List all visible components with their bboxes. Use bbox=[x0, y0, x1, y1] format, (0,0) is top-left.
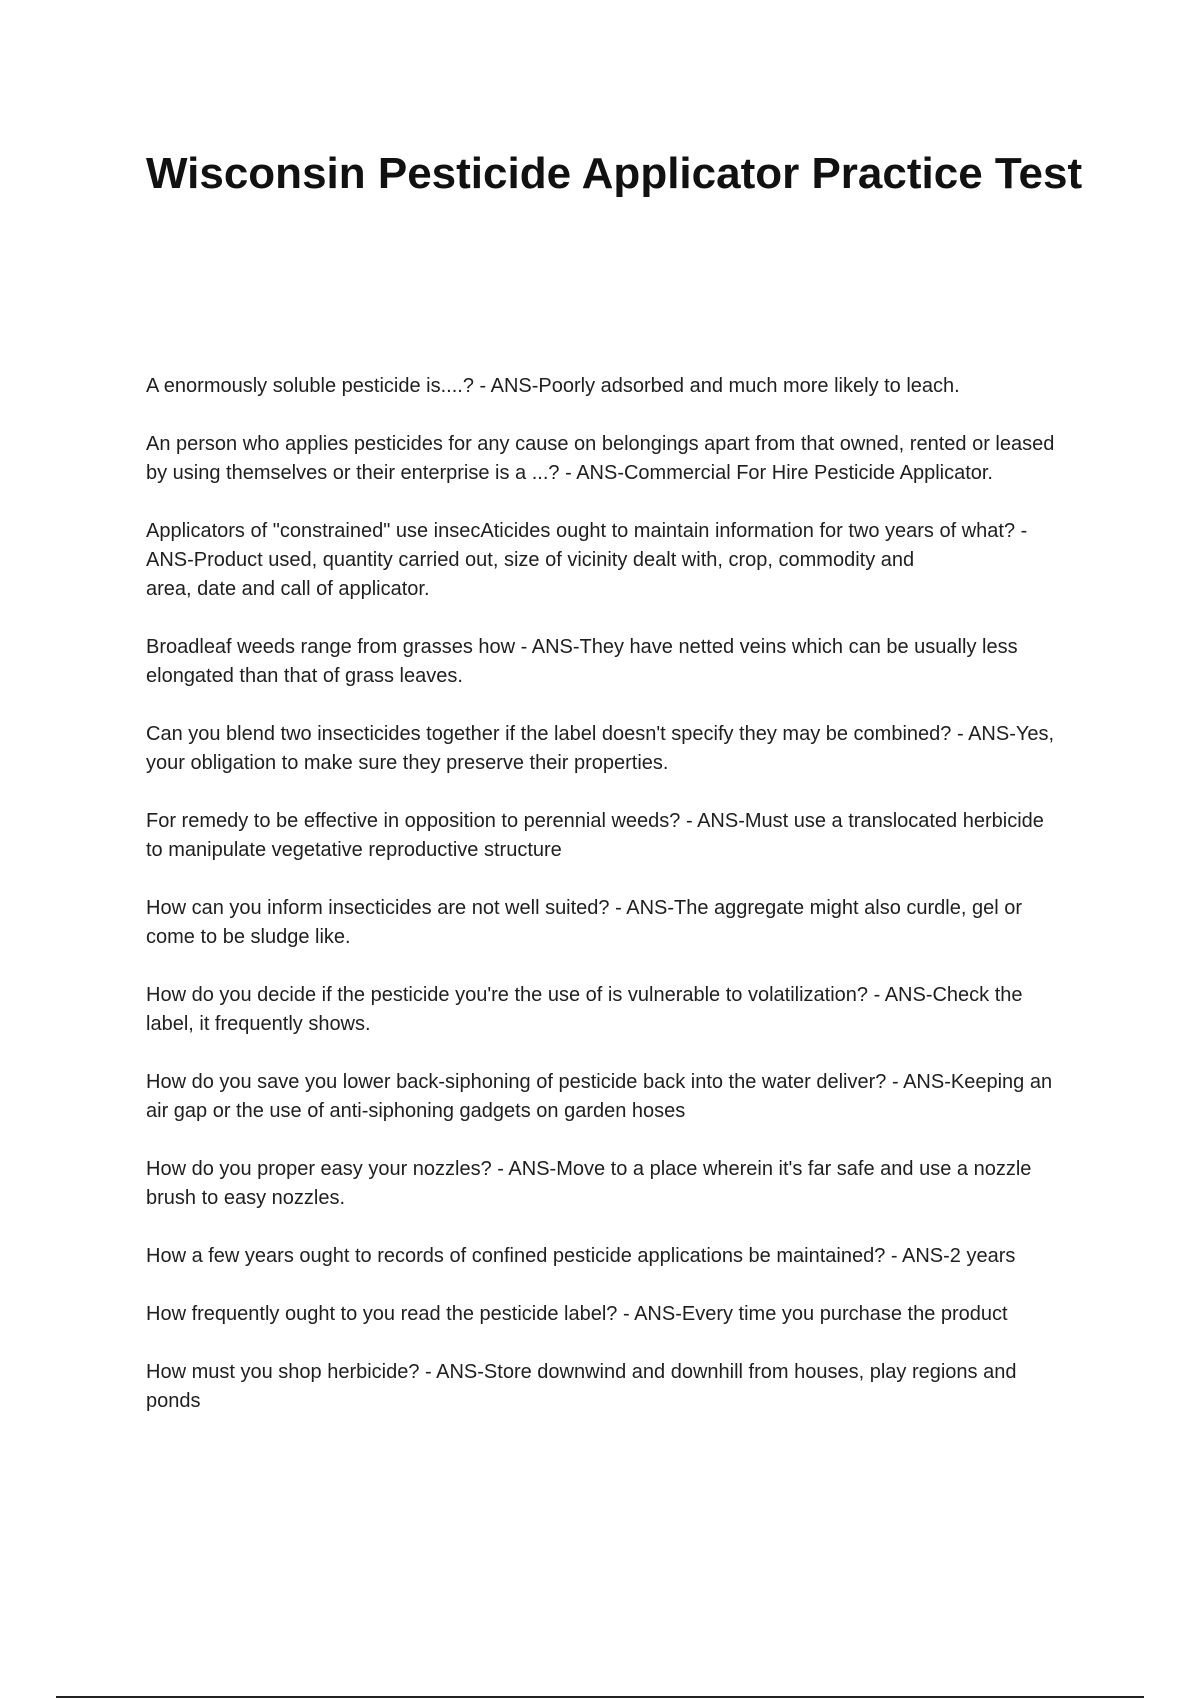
qa-item: How do you decide if the pesticide you're the use of is vulnerable to volatilization? - ANS-Check the label, it frequently shows. bbox=[146, 984, 1023, 1035]
qa-item: Broadleaf weeds range from grasses how - ANS-They have netted veins which can be usually less elongated than that of grass leaves. bbox=[146, 636, 1018, 687]
bottom-divider bbox=[56, 1696, 1144, 1698]
qa-item: Can you blend two insecticides together if the label doesn't specify they may be combined? - ANS-Yes, your obligation to make sure they preserve their properties. bbox=[146, 723, 1055, 774]
document-title: Wisconsin Pesticide Applicator Practice Test bbox=[146, 149, 1083, 198]
qa-list bbox=[146, 372, 1066, 1445]
qa-item: For remedy to be effective in opposition to perennial weeds? - ANS-Must use a translocated herbicide to manipulate vegetative reproductive structure bbox=[146, 810, 1044, 861]
qa-item: How can you inform insecticides are not well suited? - ANS-The aggregate might also curdle, gel or come to be sludge like. bbox=[146, 897, 1022, 948]
qa-item: How do you save you lower back-siphoning of pesticide back into the water deliver? - ANS-Keeping an air gap or the use of anti-siphoning gadgets on garden hoses bbox=[146, 1071, 1053, 1122]
qa-item: How must you shop herbicide? - ANS-Store downwind and downhill from houses, play regions and ponds bbox=[146, 1361, 1017, 1412]
qa-item: How frequently ought to you read the pesticide label? - ANS-Every time you purchase the product bbox=[146, 1303, 1008, 1325]
qa-item: How a few years ought to records of confined pesticide applications be maintained? - ANS-2 years bbox=[146, 1245, 1016, 1267]
qa-item: Applicators of "constrained" use insecAticides ought to maintain information for two years of what? - ANS-Product used, quantity carried out, size of vicinity dealt with, crop, commodity and area, date and call of applicator. bbox=[146, 520, 1028, 600]
qa-item: How do you proper easy your nozzles? - ANS-Move to a place wherein it's far safe and use a nozzle brush to easy nozzles. bbox=[146, 1158, 1032, 1209]
qa-item: A enormously soluble pesticide is....? - ANS-Poorly adsorbed and much more likely to leach. bbox=[146, 375, 960, 397]
qa-item: An person who applies pesticides for any cause on belongings apart from that owned, rented or leased by using themselves or their enterprise is a ...? - ANS-Commercial For Hire Pesticide Applicator. bbox=[146, 433, 1055, 484]
